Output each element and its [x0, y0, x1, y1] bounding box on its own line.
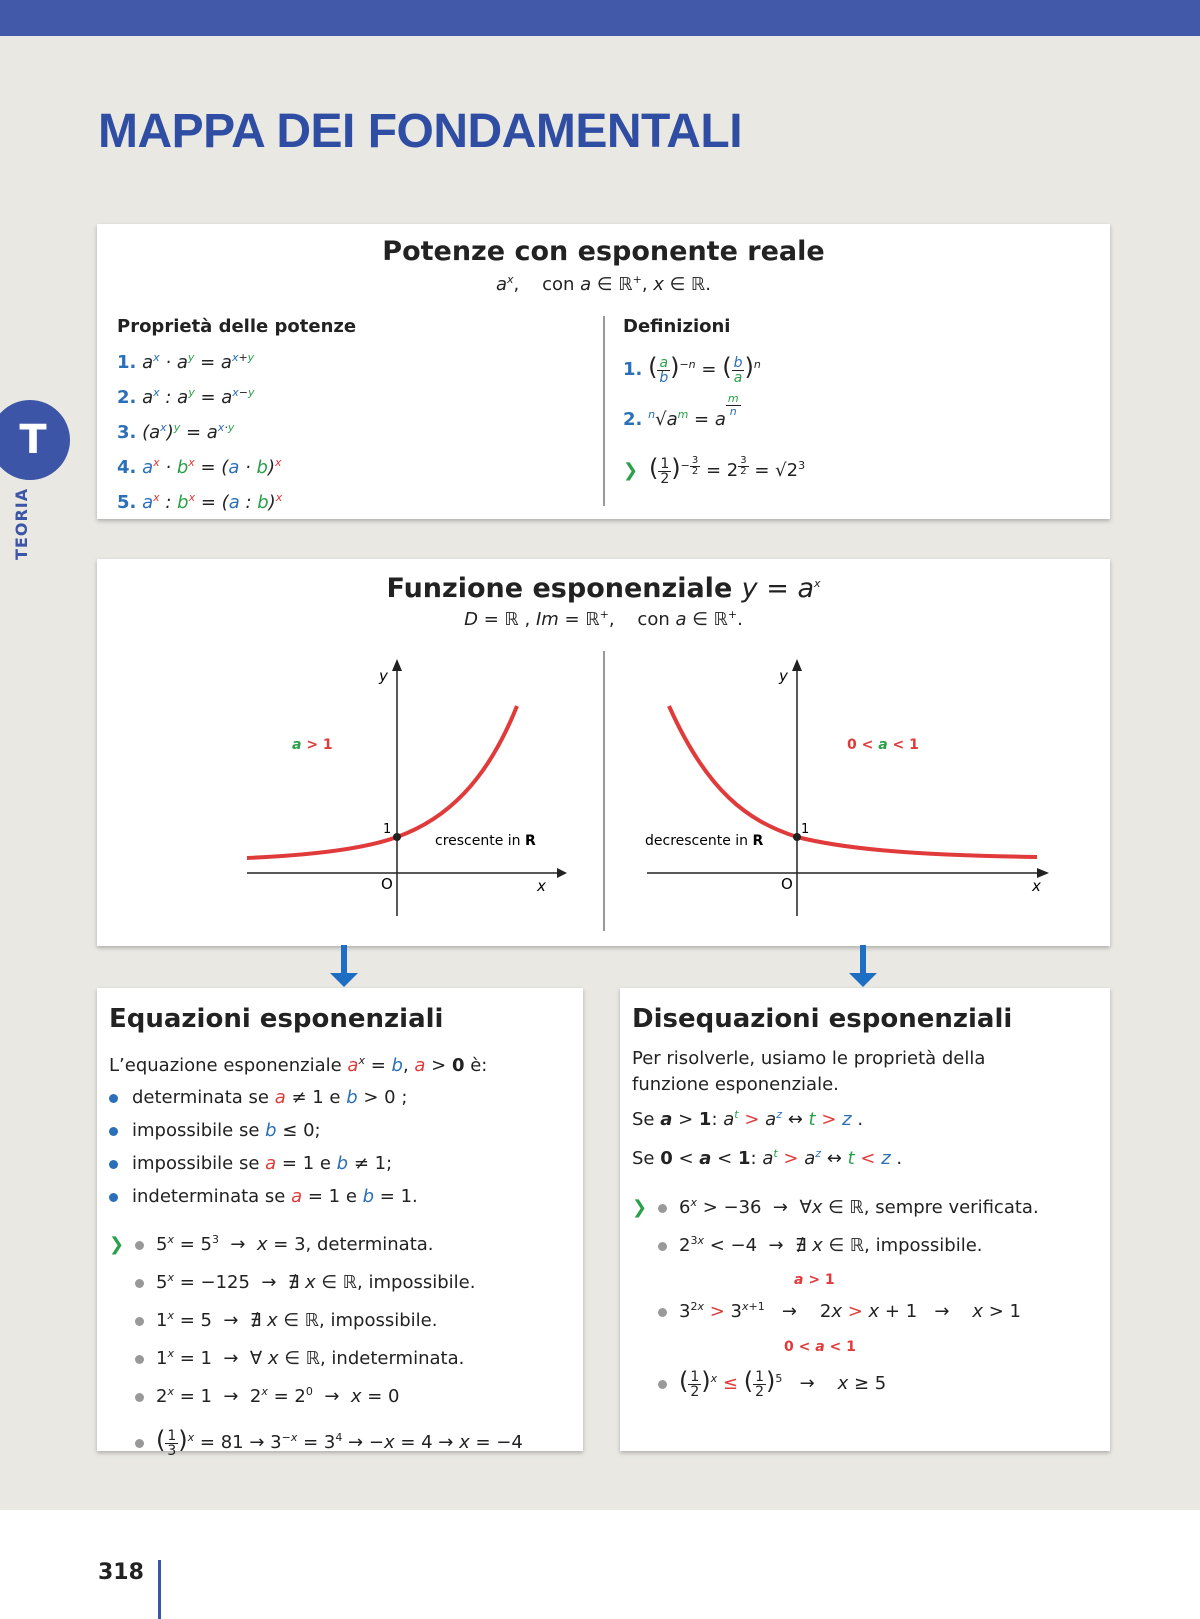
- page-title: MAPPA DEI FONDAMENTALI: [98, 105, 743, 158]
- equation-case-1: determinata se a ≠ 1 e b > 0 ;: [109, 1081, 523, 1114]
- equation-example-4: $1^x = 1$ → ∀ x ∈ ℝ, indeterminata.: [109, 1337, 523, 1375]
- inequalities-box: [620, 988, 1110, 1451]
- definition-example: ❯ ( $\frac{1}{2}$ )$^{- \frac{3}{2}}$ = 2 $^{\frac{3}{2}}$ = $√2^3$: [623, 454, 806, 487]
- graph-left-one: 1: [383, 822, 392, 837]
- equation-example-6: ( $\frac{1}{3}$ )$^x = 81 \to 3^{-x} = 3^4 \to -x = 4 \to x = -4$: [109, 1413, 523, 1468]
- function-title: Funzione esponenziale $y = a^x$: [386, 573, 821, 604]
- properties-column: [117, 316, 356, 518]
- graph-left-x-label: x: [537, 877, 546, 895]
- graph-right-label: decrescente in R: [645, 833, 764, 849]
- graph-left-label: crescente in R: [435, 833, 536, 849]
- page-number-bar: [158, 1560, 161, 1619]
- inequalities-title: Disequazioni esponenziali: [632, 1004, 1013, 1034]
- property-2: 2. $a^x$ : $a^y = a^{x-y}$: [117, 386, 255, 408]
- graph-right-origin: O: [781, 875, 793, 893]
- equation-case-2: impossibile se b ≤ 0;: [109, 1114, 523, 1147]
- powers-divider: [603, 316, 605, 506]
- graph-decreasing: [637, 651, 1057, 931]
- function-title-text: Funzione esponenziale: [386, 573, 733, 604]
- equation-example-2: $5^x = -125$ → ∄ x ∈ ℝ, impossibile.: [109, 1261, 523, 1299]
- arrow-to-inequalities: [860, 945, 866, 975]
- page-number: 318: [98, 1560, 144, 1585]
- property-4: 4. $a^x \cdot b^x = (a \cdot b)^x$: [117, 456, 282, 478]
- powers-box: [97, 224, 1110, 519]
- property-5: 5. $a^x$ : $b^x = (a$ : b)$^x$: [117, 491, 283, 513]
- graph-left-origin: O: [381, 875, 393, 893]
- equations-box: [97, 988, 583, 1459]
- inequalities-rule-2: Se 0 < a < 1: $a^t > a^z$ ↔ t < z .: [632, 1147, 903, 1169]
- property-1: 1. $a^x \cdot a^y = a^{x+y}$: [117, 351, 255, 373]
- equation-case-3: impossibile se a = 1 e b ≠ 1;: [109, 1147, 523, 1180]
- inequality-annotation-1: a > 1: [794, 1272, 835, 1288]
- equation-example-3: $1^x = 5$ → ∄ x ∈ ℝ, impossibile.: [109, 1299, 523, 1337]
- graph-right-one: 1: [801, 822, 810, 837]
- top-bar: [0, 0, 1200, 36]
- graph-increasing: [237, 651, 567, 931]
- powers-subtitle: $a^x$, con a ∈ ℝ+, x ∈ ℝ.: [495, 273, 712, 295]
- definitions-title: Definizioni: [623, 316, 731, 337]
- equation-example-1: ❯ $5^x = 5^3 \to x = 3$, determinata.: [109, 1233, 434, 1255]
- graph-left-condition: a > 1: [292, 737, 333, 753]
- section-tab-label: TEORIA: [12, 487, 31, 560]
- function-divider: [603, 651, 605, 931]
- function-box: [97, 559, 1110, 946]
- graph-right-y-label: y: [779, 667, 788, 685]
- equation-case-4: indeterminata se a = 1 e b = 1.: [109, 1180, 523, 1213]
- property-3: 3. $(a^x)^y = a^{x\cdot y}$: [117, 421, 235, 443]
- powers-title: Potenze con esponente reale: [382, 236, 825, 267]
- equations-content: [109, 1046, 523, 1468]
- inequalities-intro-2: funzione esponenziale.: [632, 1074, 839, 1095]
- graph-right-x-label: x: [1032, 877, 1041, 895]
- arrow-to-equations: [341, 945, 347, 975]
- inequalities-content: [632, 1046, 1039, 1406]
- section-tab-letter: T: [0, 400, 70, 480]
- function-subtitle: D = ℝ , Im = ℝ+, con a ∈ ℝ+.: [464, 608, 743, 630]
- inequality-annotation-2: 0 < a < 1: [784, 1339, 856, 1355]
- inequality-example-1: ❯ $6^x > -36$ → ∀x ∈ ℝ, sempre verificata.: [632, 1196, 1039, 1218]
- inequality-example-4: ( $\frac{1}{2}$ )$^x$ ≤ ( $\frac{1}{2}$ )$^5$ → x ≥ 5: [632, 1357, 1039, 1406]
- inequality-example-3: $3^{2x} > 3^{x+1}$ → 2x > x + 1 → x > 1: [632, 1290, 1039, 1329]
- definitions-column: [623, 316, 805, 494]
- definition-2: 2. $^n√a^m = a$ $\frac{m}{n}$: [623, 392, 739, 430]
- equations-intro: L’equazione esponenziale $a^x = b$, a > 0 è:: [109, 1054, 488, 1076]
- inequality-example-2: $2^{3x} < -4$ → ∄ x ∈ ℝ, impossibile.: [632, 1224, 1039, 1262]
- equation-example-5: $2^x = 1 \to 2^x = 2^0 \to x = 0$: [109, 1375, 523, 1413]
- properties-title: Proprietà delle potenze: [117, 316, 357, 337]
- definition-1: 1. ( $\frac{a}{b}$ )$^{-n}$ = ( $\frac{b}{a}$ )$^n$: [623, 353, 761, 386]
- graph-left-y-label: y: [379, 667, 388, 685]
- graph-right-condition: 0 < a < 1: [847, 737, 919, 753]
- equations-title: Equazioni esponenziali: [109, 1004, 444, 1034]
- inequalities-intro-1: Per risolverle, usiamo le proprietà della: [632, 1048, 986, 1069]
- inequalities-rule-1: Se a > 1: $a^t > a^z$ ↔ t > z .: [632, 1108, 864, 1130]
